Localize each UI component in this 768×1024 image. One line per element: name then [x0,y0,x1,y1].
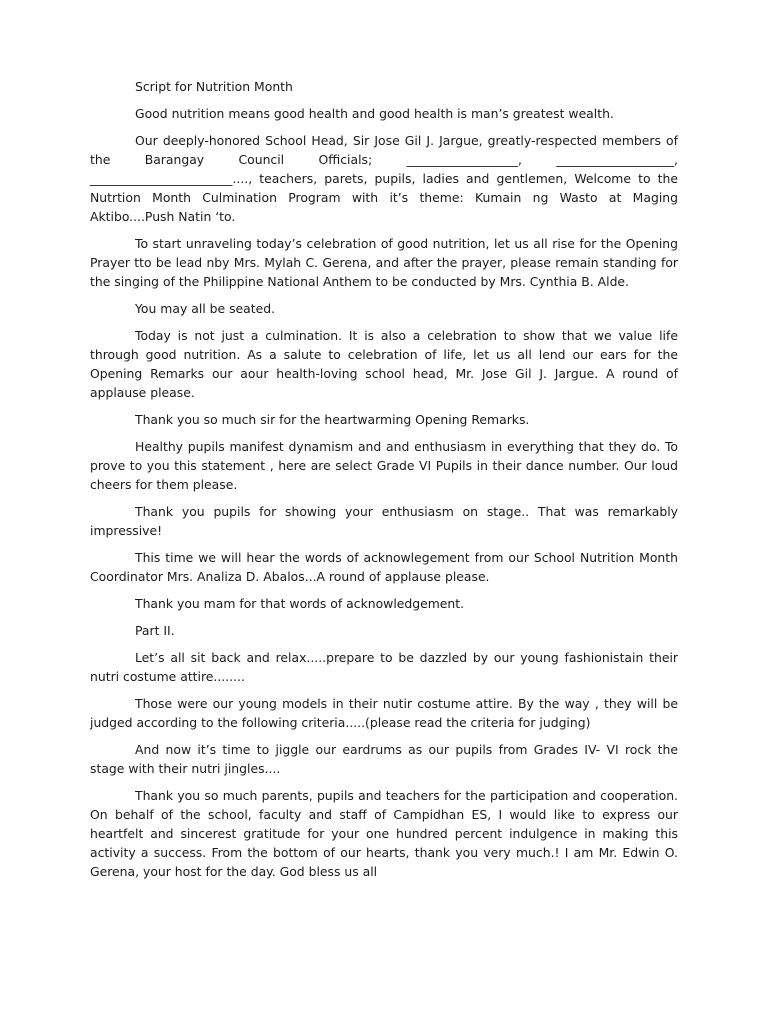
paragraph-judging-criteria: Those were our young models in their nutir costume attire. By the way , they will be judged according to the following criteria.....(please read the criteria for judging) [90,696,678,730]
paragraph-thanks-pupils: Thank you pupils for showing your enthusiasm on stage.. That was remarkably impressive! [90,504,678,538]
paragraph-part-two: Part II. [135,623,175,638]
paragraph-opening-remarks: Today is not just a culmination. It is also a celebration to show that we value life through good nutrition. As a salute to celebration of life, let us all lend our ears for the Opening Remarks our aour health-loving school head, Mr. Jose Gil J. Jargue. A round of applause please. [90,328,678,400]
paragraph-dance-number: Healthy pupils manifest dynamism and and enthusiasm in everything that they do. To prove to you this statement , here are select Grade VI Pupils in their dance number. Our loud cheers for them please. [90,439,678,492]
paragraph-be-seated: You may all be seated. [135,301,276,316]
paragraph-jingles: And now it’s time to jiggle our eardrums as our pupils from Grades IV- VI rock the stage with their nutri jingles.... [90,742,678,776]
document-body [90,77,678,889]
paragraph-costume-attire: Let’s all sit back and relax.....prepare to be dazzled by our young fashionistain their nutri costume attire........ [90,650,678,684]
document-title: Script for Nutrition Month [135,79,293,94]
paragraph-closing: Thank you so much parents, pupils and teachers for the participation and cooperation. On behalf of the school, faculty and staff of Campidhan ES, I would like to express our heartfelt and sincerest gratitude for your one hundred percent indulgence in making this activity a success. From the bottom of our hearts, thank you very much.! I am Mr. Edwin O. Gerena, your host for the day. God bless us all [90,788,678,879]
paragraph-thanks-coordinator: Thank you mam for that words of acknowledgement. [135,596,465,611]
paragraph-welcome: Our deeply-honored School Head, Sir Jose Gil J. Jargue, greatly-respected members of the Barangay Council Officials; __________________, ___________________, _______________________...., teachers, parets, pupils, ladies and gentlemen, Welcome to the Nutrtion Month Culmination Program with it’s theme: Kumain ng Wasto at Maging Aktibo....Push Natin ‘to. [90,133,678,224]
paragraph-thanks-remarks: Thank you so much sir for the heartwarming Opening Remarks. [135,412,530,427]
paragraph-opening-prayer: To start unraveling today’s celebration of good nutrition, let us all rise for the Opening Prayer tto be lead nby Mrs. Mylah C. Gerena, and after the prayer, please remain standing for the singing of the Philippine National Anthem to be conducted by Mrs. Cynthia B. Alde. [90,236,678,289]
paragraph-acknowledgement: This time we will hear the words of acknowlegement from our School Nutrition Month Coordinator Mrs. Analiza D. Abalos...A round of applause please. [90,550,678,584]
paragraph-intro: Good nutrition means good health and good health is man’s greatest wealth. [135,106,614,121]
